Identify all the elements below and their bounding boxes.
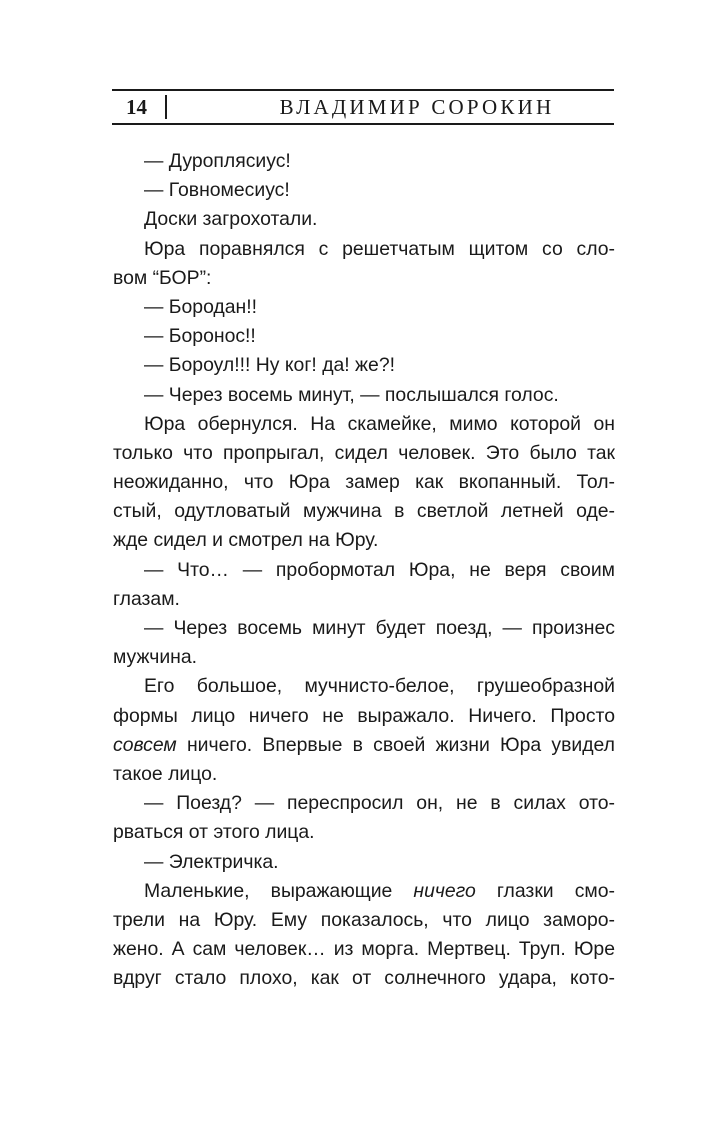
text-line: — Говномесиус!: [144, 179, 290, 202]
text-line: Юра обернулся. На скамейке, мимо которой он: [144, 412, 615, 435]
running-header: [112, 89, 614, 125]
text-line: рваться от этого лица.: [113, 821, 315, 844]
header-divider: [165, 95, 167, 119]
text-line: — Боронос!!: [144, 325, 256, 348]
text-line: [113, 877, 615, 906]
text-fragment: Маленькие, выражающие: [144, 879, 414, 902]
text-line: [113, 731, 615, 760]
page-number: 14: [126, 95, 147, 119]
text-line: — Бородан!!: [144, 295, 258, 318]
text-line: — Поезд? — переспросил он, не в силах ото-: [144, 792, 615, 815]
text-line: вом “БОР”:: [113, 266, 212, 289]
text-line: жде сидел и смотрел на Юру.: [113, 529, 379, 552]
text-line: Юра поравнялся с решетчатым щитом со сло-: [144, 237, 615, 260]
text-line: Доски загрохотали.: [144, 208, 318, 231]
text-line: Его большое, мучнисто-белое, грушеобразной: [144, 675, 615, 698]
text-line: мужчина.: [113, 646, 198, 669]
text-line: — Дуроплясиус!: [144, 150, 291, 172]
text-fragment: ничего. Впервые в своей жизни Юра увидел: [176, 733, 615, 756]
italic-word: совсем: [113, 733, 177, 756]
text-line: вдруг стало плохо, как от солнечного удара, кото-: [113, 967, 615, 990]
text-line: — Бороул!!! Ну ког! да! же?!: [144, 354, 395, 377]
text-line: глазам.: [113, 587, 180, 610]
text-line: только что пропрыгал, сидел человек. Это было так: [113, 441, 615, 464]
text-line: жено. А сам человек… из морга. Мертвец. Труп. Юре: [113, 938, 615, 961]
text-line: формы лицо ничего не выражало. Ничего. Просто: [113, 704, 615, 727]
author-running-head: ВЛАДИМИР СОРОКИН: [279, 95, 555, 119]
text-line: — Электричка.: [144, 850, 279, 873]
text-line: стый, одутловатый мужчина в светлой летней оде-: [113, 500, 615, 523]
body-text: [113, 147, 615, 993]
text-line: — Что… — пробормотал Юра, не веря своим: [144, 558, 615, 581]
text-fragment: глазки смо-: [475, 879, 615, 902]
text-line: — Через восемь минут, — послышался голос.: [144, 383, 559, 406]
text-line: такое лицо.: [113, 762, 218, 785]
text-line: трели на Юру. Ему показалось, что лицо заморо-: [113, 908, 615, 931]
italic-word: ничего: [413, 879, 476, 902]
text-line: — Через восемь минут будет поезд, — произнес: [144, 617, 615, 639]
text-line: неожиданно, что Юра замер как вкопанный. Тол-: [113, 471, 615, 494]
